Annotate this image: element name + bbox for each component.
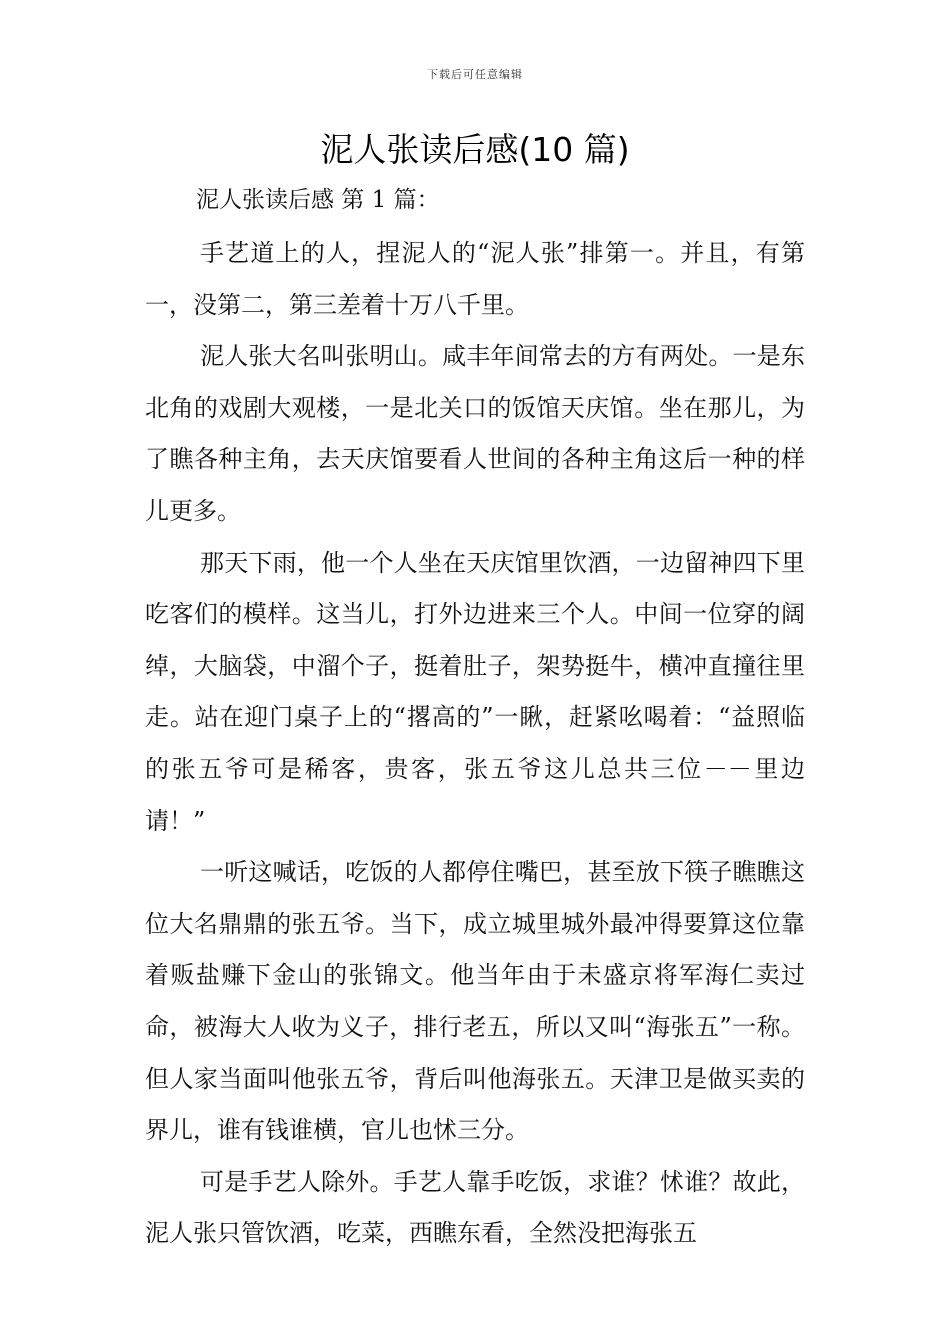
document-body bbox=[145, 228, 805, 1260]
paragraph: 手艺道上的人，捏泥人的“泥人张”排第一。并且，有第一，没第二，第三差着十万八千里。 bbox=[145, 239, 805, 319]
paragraph: 那天下雨，他一个人坐在天庆馆里饮酒，一边留神四下里吃客们的模样。这当儿，打外边进来三个人。中间一位穿的阔绰，大脑袋，中溜个子，挺着肚子，架势挺牛，横冲直撞往里走。站在迎门桌子上的“撂高的”一瞅，赶紧吆喝着：“益照临的张五爷可是稀客，贵客，张五爷这儿总共三位－－里边请！” bbox=[145, 548, 805, 835]
paragraph: 泥人张大名叫张明山。咸丰年间常去的方有两处。一是东北角的戏剧大观楼，一是北关口的饭馆天庆馆。坐在那儿，为了瞧各种主角，去天庆馆要看人世间的各种主角这后一种的样儿更多。 bbox=[145, 342, 805, 525]
section-label: 泥人张读后感 第 1 篇： bbox=[196, 187, 440, 213]
page-header-note: 下载后可任意编辑 bbox=[427, 68, 523, 81]
paragraph: 可是手艺人除外。手艺人靠手吃饭，求谁？怵谁？故此，泥人张只管饮酒，吃菜，西瞧东看，全然没把海张五 bbox=[145, 1167, 805, 1248]
document-title: 泥人张读后感(10 篇) bbox=[320, 130, 630, 169]
paragraph: 一听这喊话，吃饭的人都停住嘴巴，甚至放下筷子瞧瞧这位大名鼎鼎的张五爷。当下，成立城里城外最冲得要算这位靠着贩盐赚下金山的张锦文。他当年由于未盛京将军海仁卖过命，被海大人收为义子，排行老五，所以又叫“海张五”一称。但人家当面叫他张五爷，背后叫他海张五。天津卫是做买卖的界儿，谁有钱谁横，官儿也怵三分。 bbox=[145, 858, 805, 1145]
